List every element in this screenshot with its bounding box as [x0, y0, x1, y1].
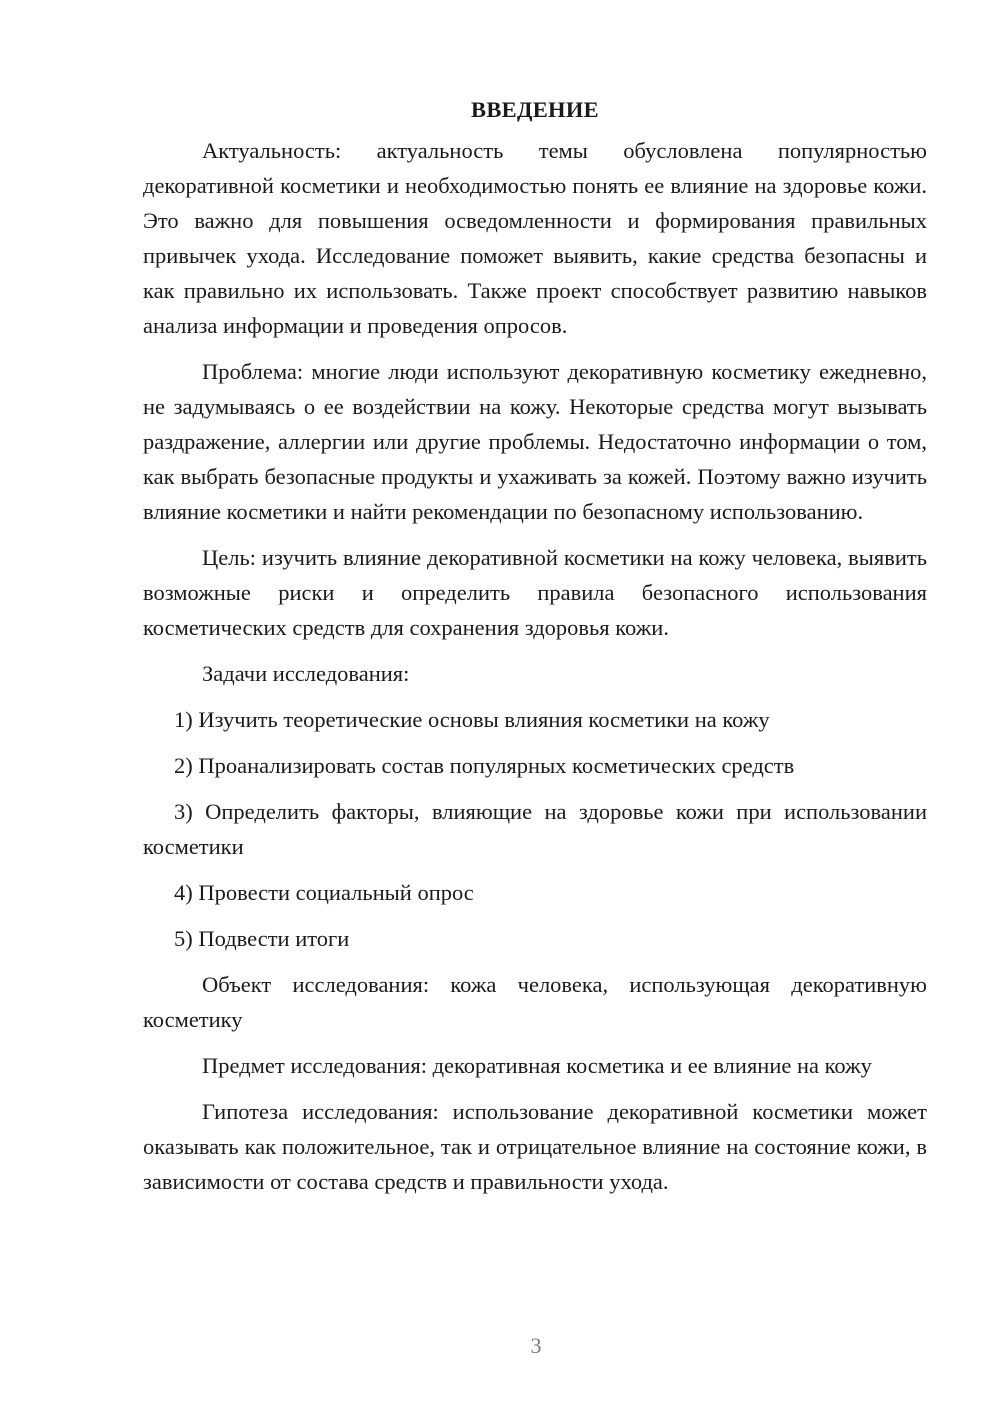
- goal-paragraph: Цель: изучить влияние декоративной косметики на кожу человека, выявить возможные риски и определить правила безопасного использования косметических средств для сохранения здоровья кожи.: [143, 545, 927, 640]
- object-paragraph: Объект исследования: кожа человека, использующая декоративную косметику: [143, 972, 927, 1032]
- task-item-2: 2) Проанализировать состав популярных косметических средств: [174, 753, 795, 778]
- section-heading: ВВЕДЕНИЕ: [471, 97, 599, 122]
- problem-paragraph: Проблема: многие люди используют декоративную косметику ежедневно, не задумываясь о ее воздействии на кожу. Некоторые средства могут вызывать раздражение, аллергии или другие проблемы. Недостаточно информации о том, как выбрать безопасные продукты и ухаживать за кожей. Поэтому важно изучить влияние косметики и найти рекомендации по безопасному использованию.: [143, 359, 927, 524]
- page-number: 3: [530, 1333, 542, 1358]
- task-item-3: 3) Определить факторы, влияющие на здоровье кожи при использовании косметики: [143, 799, 927, 859]
- page-content: [143, 92, 927, 1210]
- task-item-4: 4) Провести социальный опрос: [174, 880, 474, 905]
- subject-paragraph: Предмет исследования: декоративная косметика и ее влияние на кожу: [202, 1053, 872, 1078]
- task-item-5: 5) Подвести итоги: [174, 926, 350, 951]
- tasks-heading: Задачи исследования:: [202, 661, 410, 686]
- hypothesis-paragraph: Гипотеза исследования: использование декоративной косметики может оказывать как положительное, так и отрицательное влияние на состояние кожи, в зависимости от состава средств и правильности ухода.: [143, 1099, 927, 1194]
- task-item-1: 1) Изучить теоретические основы влияния косметики на кожу: [174, 707, 770, 732]
- relevance-paragraph: Актуальность: актуальность темы обусловлена популярностью декоративной косметики и необходимостью понять ее влияние на здоровье кожи. Это важно для повышения осведомленности и формирования правильных привычек ухода. Исследование поможет выявить, какие средства безопасны и как правильно их использовать. Также проект способствует развитию навыков анализа информации и проведения опросов.: [143, 138, 927, 338]
